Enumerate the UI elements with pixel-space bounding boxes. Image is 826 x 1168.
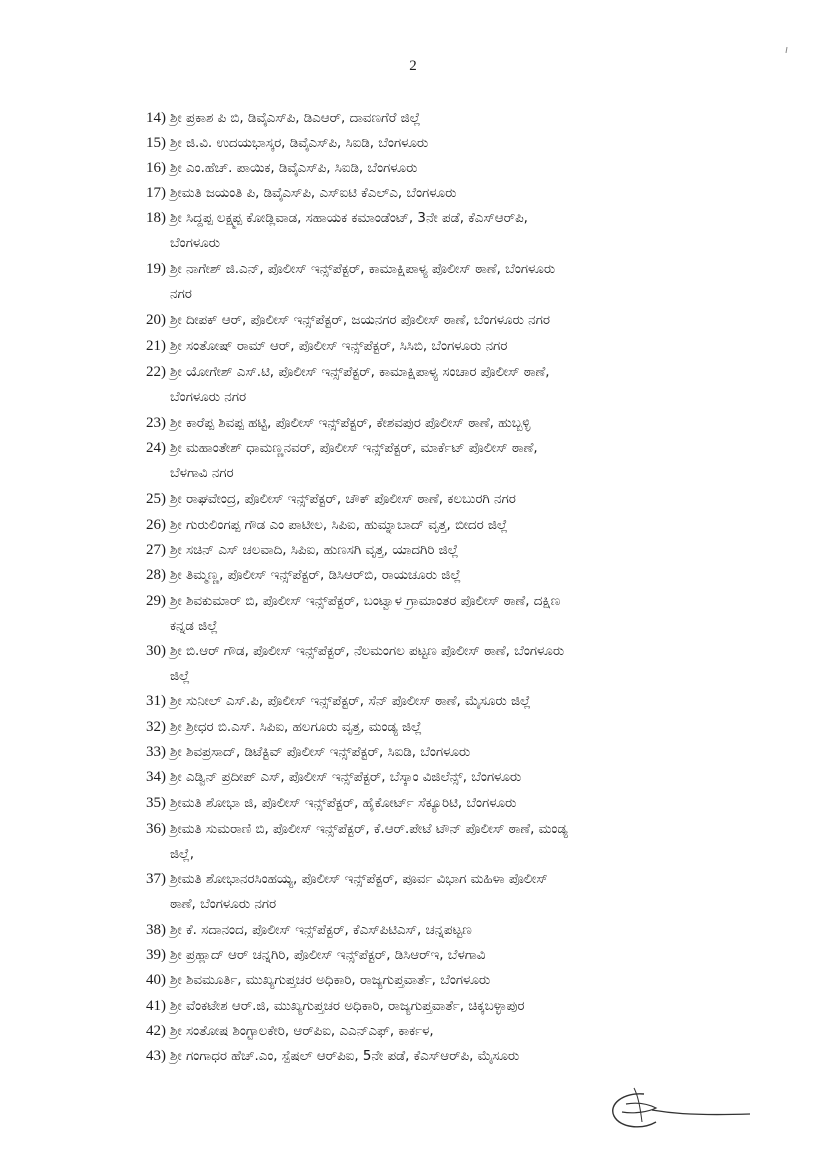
item-text: ಶ್ರೀ ಯೋಗೇಶ್ ಎಸ್.ಟಿ, ಪೊಲೀಸ್ ಇನ್ಸ್‌ಪೆಕ್ಟರ್, ಕಾಮಾಕ್ಷಿಪಾಳ್ಯ ಸಂಚಾರ ಪೊಲೀಸ್ ಠಾಣೆ, ಬೆಂಗಳೂರು ನಗರ: [170, 365, 550, 405]
item-text: ಶ್ರೀಮತಿ ಜಯಂತಿ ಪಿ, ಡಿವೈಎಸ್‌ಪಿ, ಎಸ್‌ಐಟಿ ಕೆಎಲ್‌ಎ, ಬೆಂಗಳೂರು: [170, 186, 457, 201]
list-item: [128, 765, 728, 790]
item-number: 35): [146, 795, 166, 811]
list-item: [128, 334, 728, 359]
item-number: 31): [146, 693, 166, 709]
item-text: ಶ್ರೀಮತಿ ಶೋಭಾನರಸಿಂಹಯ್ಯ, ಪೊಲೀಸ್ ಇನ್ಸ್‌ಪೆಕ್ಟರ್, ಪೂರ್ವ ವಿಭಾಗ ಮಹಿಳಾ ಪೊಲೀಸ್ ಠಾಣೆ, ಬೆಂಗಳೂರು ನಗರ: [170, 872, 548, 912]
item-text: ಶ್ರೀಮತಿ ಸುಮರಾಣಿ ಬಿ, ಪೊಲೀಸ್ ಇನ್ಸ್‌ಪೆಕ್ಟರ್, ಕೆ.ಆರ್.ಪೇಟೆ ಟೌನ್ ಪೊಲೀಸ್ ಠಾಣೆ, ಮಂಡ್ಯ ಜಿಲ್ಲೆ,: [170, 822, 568, 862]
list-item: [128, 918, 728, 943]
item-text: ಶ್ರೀ ಪ್ರಹ್ಲಾದ್ ಆರ್ ಚನ್ನಗಿರಿ, ಪೊಲೀಸ್ ಇನ್ಸ್‌ಪೆಕ್ಟರ್, ಡಿಸಿಆರ್‌ಇ, ಬೆಳಗಾವಿ: [170, 948, 486, 963]
item-number: 39): [146, 947, 166, 963]
item-text: ಶ್ರೀ ಎಡ್ವಿನ್ ಪ್ರದೀಪ್ ಎಸ್, ಪೊಲೀಸ್ ಇನ್ಸ್‌ಪೆಕ್ಟರ್, ಬೆಸ್ಕಾಂ ವಿಜಿಲೆನ್ಸ್, ಬೆಂಗಳೂರು: [170, 770, 522, 785]
item-number: 25): [146, 491, 166, 507]
item-number: 33): [146, 744, 166, 760]
item-number: 24): [146, 440, 166, 456]
item-number: 16): [146, 160, 166, 176]
item-text: ಶ್ರೀ ಶಿವಕುಮಾರ್ ಬಿ, ಪೊಲೀಸ್ ಇನ್ಸ್‌ಪೆಕ್ಟರ್, ಬಂಟ್ವಾಳ ಗ್ರಾಮಾಂತರ ಪೊಲೀಸ್ ಠಾಣೆ, ದಕ್ಷಿಣ ಕನ್ನಡ ಜಿಲ್ಲೆ: [170, 594, 561, 634]
item-text: ಶ್ರೀ ಎಂ.ಹೆಚ್. ಪಾಯಿಕ, ಡಿವೈಎಸ್‌ಪಿ, ಸಿಐಡಿ, ಬೆಂಗಳೂರು: [170, 161, 418, 176]
item-text: ಶ್ರೀ ಶಿವಪ್ರಸಾದ್, ಡಿಟೆಕ್ಟಿವ್ ಪೊಲೀಸ್ ಇನ್ಸ್‌ಪೆಕ್ಟರ್, ಸಿಐಡಿ, ಬೆಂಗಳೂರು: [170, 745, 471, 760]
item-number: 14): [146, 110, 166, 126]
list-item: [128, 968, 728, 993]
list-item: [128, 308, 728, 333]
signature-mark: [604, 1082, 754, 1142]
item-text: ಶ್ರೀ ಸಚಿನ್ ಎಸ್ ಚಲವಾದಿ, ಸಿಪಿಐ, ಹುಣಸಗಿ ವೃತ್ತ, ಯಾದಗಿರಿ ಜಿಲ್ಲೆ: [170, 543, 459, 558]
list-item: [128, 513, 728, 538]
item-number: 36): [146, 821, 166, 837]
item-number: 30): [146, 643, 166, 659]
item-text: ಶ್ರೀ ಜಿ.ವಿ. ಉದಯಭಾಸ್ಕರ, ಡಿವೈಎಸ್‌ಪಿ, ಸಿಐಡಿ, ಬೆಂಗಳೂರು: [170, 136, 429, 151]
item-number: 29): [146, 593, 166, 609]
item-number: 40): [146, 972, 166, 988]
item-number: 18): [146, 210, 166, 226]
list-item: [128, 1019, 728, 1044]
item-text: ಶ್ರೀ ಬಿ.ಆರ್ ಗೌಡ, ಪೊಲೀಸ್ ಇನ್ಸ್‌ಪೆಕ್ಟರ್, ನೆಲಮಂಗಲ ಪಟ್ಟಣ ಪೊಲೀಸ್ ಠಾಣೆ, ಬೆಂಗಳೂರು ಜಿಲ್ಲೆ: [170, 644, 565, 684]
list-item: [128, 994, 728, 1019]
list-item: [128, 487, 728, 512]
item-number: 38): [146, 922, 166, 938]
item-text: ಶ್ರೀ ಶ್ರೀಧರ ಬಿ.ಎಸ್. ಸಿಪಿಐ, ಹಲಗೂರು ವೃತ್ತ, ಮಂಡ್ಯ ಜಿಲ್ಲೆ: [170, 720, 422, 735]
list-item: [128, 436, 728, 486]
list-item: [128, 106, 728, 131]
item-text: ಶ್ರೀ ರಾಘವೇಂದ್ರ, ಪೊಲೀಸ್ ಇನ್ಸ್‌ಪೆಕ್ಟರ್, ಚೌಕ್ ಪೊಲೀಸ್ ಠಾಣೆ, ಕಲಬುರಗಿ ನಗರ: [170, 492, 516, 507]
item-number: 17): [146, 185, 166, 201]
item-number: 23): [146, 415, 166, 431]
item-text: ಶ್ರೀಮತಿ ಶೋಭಾ ಜಿ, ಪೊಲೀಸ್ ಇನ್ಸ್‌ಪೆಕ್ಟರ್, ಹೈಕೋರ್ಟ್ ಸೆಕ್ಯೂರಿಟಿ, ಬೆಂಗಳೂರು: [170, 796, 517, 811]
list-item: [128, 791, 728, 816]
item-number: 41): [146, 998, 166, 1014]
item-number: 15): [146, 135, 166, 151]
stray-mark: [785, 38, 788, 44]
list-item: [128, 131, 728, 156]
list-item: [128, 740, 728, 765]
list-item: [128, 411, 728, 436]
page-number: 2: [409, 58, 417, 74]
item-text: ಶ್ರೀ ಪ್ರಕಾಶ ಪಿ ಬಿ, ಡಿವೈಎಸ್‌ಪಿ, ಡಿಎಆರ್, ದಾವಣಗೆರೆ ಜಿಲ್ಲೆ: [170, 111, 421, 126]
item-text: ಶ್ರೀ ಸುನೀಲ್ ಎಸ್.ಪಿ, ಪೊಲೀಸ್ ಇನ್ಸ್‌ಪೆಕ್ಟರ್, ಸೆನ್ ಪೊಲೀಸ್ ಠಾಣೆ, ಮೈಸೂರು ಜಿಲ್ಲೆ: [170, 694, 531, 709]
item-number: 34): [146, 769, 166, 785]
item-number: 42): [146, 1023, 166, 1039]
list-item: [128, 589, 728, 639]
list-item: [128, 1044, 728, 1069]
item-text: ಶ್ರೀ ವೆಂಕಟೇಶ ಆರ್.ಜಿ, ಮುಖ್ಯಗುಪ್ತಚರ ಅಧಿಕಾರಿ, ರಾಜ್ಯಗುಪ್ತವಾರ್ತೆ, ಚಿಕ್ಕಬಳ್ಳಾಪುರ: [170, 999, 525, 1014]
item-number: 26): [146, 517, 166, 533]
item-text: ಶ್ರೀ ಕೆ. ಸದಾನಂದ, ಪೊಲೀಸ್ ಇನ್ಸ್‌ಪೆಕ್ಟರ್, ಕೆಎಸ್‌ಪಿಟಿಎಸ್, ಚನ್ನಪಟ್ಟಣ: [170, 923, 472, 938]
item-text: ಶ್ರೀ ಮಹಾಂತೇಶ್ ಧಾಮಣ್ಣನವರ್, ಪೊಲೀಸ್ ಇನ್ಸ್‌ಪೆಕ್ಟರ್, ಮಾರ್ಕೆಟ್ ಪೊಲೀಸ್ ಠಾಣೆ, ಬೆಳಗಾವಿ ನಗರ: [170, 441, 538, 481]
list-item: [128, 817, 728, 867]
list-item: [128, 181, 728, 206]
item-number: 43): [146, 1048, 166, 1064]
list-item: [128, 538, 728, 563]
item-text: ಶ್ರೀ ಗಂಗಾಧರ ಹೆಚ್.ಎಂ, ಸ್ಪೆಷಲ್ ಆರ್‌ಪಿಐ, 5ನೇ ಪಡೆ, ಕೆಎಸ್‌ಆರ್‌ಪಿ, ಮೈಸೂರು: [170, 1049, 520, 1064]
list-item: [128, 867, 728, 917]
item-number: 27): [146, 542, 166, 558]
list-item: [128, 156, 728, 181]
list-item: [128, 943, 728, 968]
item-text: ಶ್ರೀ ಕಾರೆಪ್ಪ ಶಿವಪ್ಪ ಹಟ್ಟಿ, ಪೊಲೀಸ್ ಇನ್ಸ್‌ಪೆಕ್ಟರ್, ಕೇಶವಪುರ ಪೊಲೀಸ್ ಠಾಣೆ, ಹುಬ್ಬಳ್ಳಿ: [170, 416, 531, 431]
item-text: ಶ್ರೀ ತಿಮ್ಮಣ್ಣ, ಪೊಲೀಸ್ ಇನ್ಸ್‌ಪೆಕ್ಟರ್, ಡಿಸಿಆರ್‌ಬಿ, ರಾಯಚೂರು ಜಿಲ್ಲೆ: [170, 568, 462, 583]
item-number: 28): [146, 567, 166, 583]
list-item: [128, 206, 728, 256]
item-number: 21): [146, 338, 166, 354]
list-item: [128, 257, 728, 307]
item-text: ಶ್ರೀ ಗುರುಲಿಂಗಪ್ಪ ಗೌಡ ಎಂ ಪಾಟೀಲ, ಸಿಪಿಐ, ಹುಮ್ನಾಬಾದ್ ವೃತ್ತ, ಬೀದರ ಜಿಲ್ಲೆ: [170, 518, 508, 533]
item-text: ಶ್ರೀ ಸಂತೋಷ ಶಿಂಗ್ಟಾಲಕೇರಿ, ಆರ್‌ಪಿಐ, ಎಎನ್‌ಎಫ್, ಕಾರ್ಕಳ,: [170, 1024, 434, 1039]
item-number: 19): [146, 261, 166, 277]
item-text: ಶ್ರೀ ನಾಗೇಶ್ ಜಿ.ಎನ್, ಪೊಲೀಸ್ ಇನ್ಸ್‌ಪೆಕ್ಟರ್, ಕಾಮಾಕ್ಷಿಪಾಳ್ಯ ಪೊಲೀಸ್ ಠಾಣೆ, ಬೆಂಗಳೂರು ನಗರ: [170, 262, 556, 302]
item-text: ಶ್ರೀ ಸಂತೋಷ್ ರಾಮ್ ಆರ್, ಪೊಲೀಸ್ ಇನ್ಸ್‌ಪೆಕ್ಟರ್, ಸಿಸಿಬಿ, ಬೆಂಗಳೂರು ನಗರ: [170, 339, 508, 354]
item-text: ಶ್ರೀ ಸಿದ್ದಪ್ಪ ಲಕ್ಷ್ಮಪ್ಪ ಕೋಡ್ಲಿವಾಡ, ಸಹಾಯಕ ಕಮಾಂಡೆಂಟ್, 3ನೇ ಪಡೆ, ಕೆಎಸ್‌ಆರ್‌ಪಿ, ಬೆಂಗಳೂರು: [170, 211, 528, 251]
item-text: ಶ್ರೀ ಶಿವಮೂರ್ತಿ, ಮುಖ್ಯಗುಪ್ತಚರ ಅಧಿಕಾರಿ, ರಾಜ್ಯಗುಪ್ತವಾರ್ತೆ, ಬೆಂಗಳೂರು: [170, 973, 491, 988]
list-item: [128, 360, 728, 410]
item-number: 37): [146, 871, 166, 887]
list-item: [128, 639, 728, 689]
item-number: 22): [146, 364, 166, 380]
list-item: [128, 689, 728, 714]
item-number: 32): [146, 719, 166, 735]
item-text: ಶ್ರೀ ದೀಪಕ್ ಆರ್, ಪೊಲೀಸ್ ಇನ್ಸ್‌ಪೆಕ್ಟರ್, ಜಯನಗರ ಪೊಲೀಸ್ ಠಾಣೆ, ಬೆಂಗಳೂರು ನಗರ: [170, 313, 550, 328]
item-number: 20): [146, 312, 166, 328]
list-item: [128, 563, 728, 588]
list-item: [128, 715, 728, 740]
